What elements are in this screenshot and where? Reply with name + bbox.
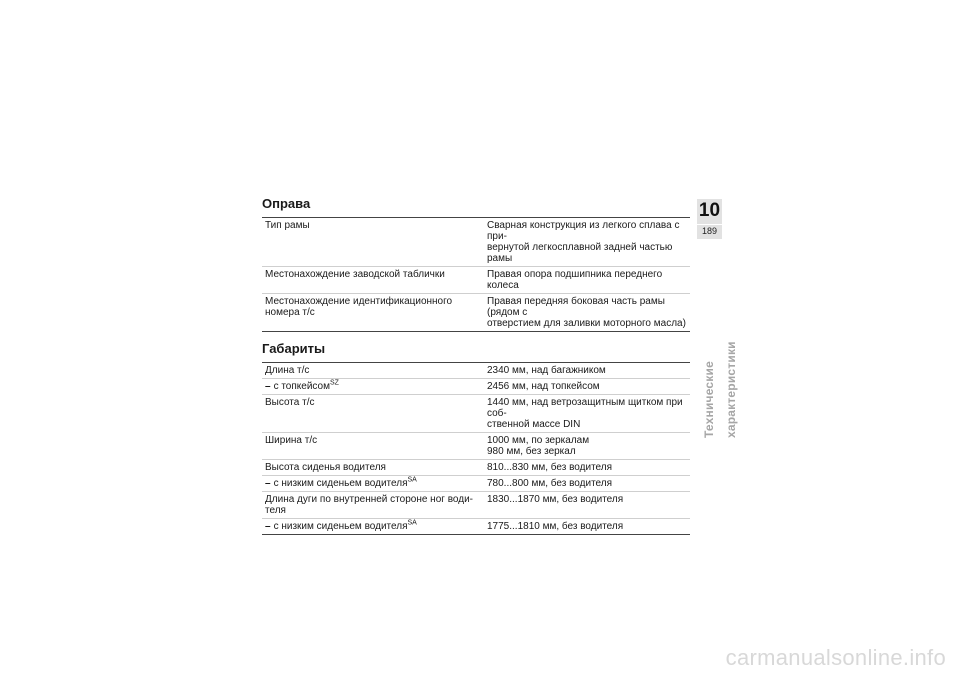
row-value — [484, 363, 690, 379]
dash-marker: – — [265, 521, 271, 532]
value-line: Сварная конструкция из легкого сплава с при- — [487, 220, 680, 242]
value-line: ственной массе DIN — [487, 419, 581, 430]
section-title-frame: Оправа — [262, 196, 311, 211]
row-value — [484, 379, 690, 395]
row-label-sub — [262, 476, 484, 492]
page-number: 189 — [697, 224, 722, 237]
row-value — [484, 476, 690, 492]
value-line: 810...830 мм, без водителя — [487, 462, 613, 473]
row-label: Длина т/с — [262, 363, 484, 379]
row-value — [484, 267, 690, 294]
value-line: 2456 мм, над топкейсом — [487, 381, 600, 392]
table-row — [262, 267, 690, 294]
option-code: SZ — [329, 379, 339, 387]
row-label-sub — [262, 519, 484, 535]
frame-spec-table — [262, 217, 690, 332]
chapter-side-title: Технические характеристики — [702, 341, 738, 438]
chapter-marker — [697, 199, 722, 239]
table-row — [262, 519, 690, 535]
value-line: 980 мм, без зеркал — [487, 446, 576, 457]
table-row — [262, 476, 690, 492]
sub-label-text: с низким сиденьем водителя — [273, 478, 408, 489]
table-row — [262, 460, 690, 476]
value-line: 1440 мм, над ветрозащитным щитком при соб- — [487, 397, 683, 419]
dimensions-spec-table — [262, 362, 690, 535]
row-label: Ширина т/с — [262, 433, 484, 460]
value-line: 780...800 мм, без водителя — [487, 478, 613, 489]
table-row — [262, 395, 690, 433]
value-line: 2340 мм, над багажником — [487, 365, 606, 376]
spec-content — [262, 196, 690, 535]
row-value — [484, 460, 690, 476]
option-code: SA — [407, 519, 417, 527]
value-line: отверстием для заливки моторного масла) — [487, 318, 686, 329]
row-value — [484, 433, 690, 460]
option-code: SA — [407, 476, 417, 484]
dash-marker: – — [265, 381, 271, 392]
row-label-sub — [262, 379, 484, 395]
row-label: Высота т/с — [262, 395, 484, 433]
row-value — [484, 519, 690, 535]
section-title-dimensions: Габариты — [262, 341, 326, 356]
row-value — [484, 395, 690, 433]
row-value — [484, 218, 690, 267]
row-label: Местонахождение заводской таблички — [262, 267, 484, 294]
table-row — [262, 294, 690, 332]
row-label: Местонахождение идентификационного номера т/с — [265, 296, 453, 318]
row-label: Высота сиденья водителя — [262, 460, 484, 476]
value-line: вернутой легкосплавной задней частью рамы — [487, 242, 673, 264]
row-label: Длина дуги по внутренней стороне ног води-теля — [262, 492, 484, 519]
row-label: Тип рамы — [262, 218, 484, 267]
sub-label-text: с низким сиденьем водителя — [273, 521, 408, 532]
dash-marker: – — [265, 478, 271, 489]
table-row — [262, 218, 690, 267]
value-line: 1000 мм, по зеркалам — [487, 435, 590, 446]
table-row — [262, 492, 690, 519]
chapter-number: 10 — [698, 200, 721, 221]
table-row — [262, 363, 690, 379]
watermark-text: carmanualsonline.info — [725, 645, 946, 670]
value-line: Правая передняя боковая часть рамы (рядом с — [487, 296, 665, 318]
value-line: 1830...1870 мм, без водителя — [487, 494, 624, 505]
row-value — [484, 492, 690, 519]
table-row — [262, 433, 690, 460]
row-value — [484, 294, 690, 332]
table-row — [262, 379, 690, 395]
value-line: 1775...1810 мм, без водителя — [487, 521, 624, 532]
value-line: Правая опора подшипника переднего колеса — [487, 269, 663, 291]
sub-label-text: с топкейсом — [273, 381, 330, 392]
